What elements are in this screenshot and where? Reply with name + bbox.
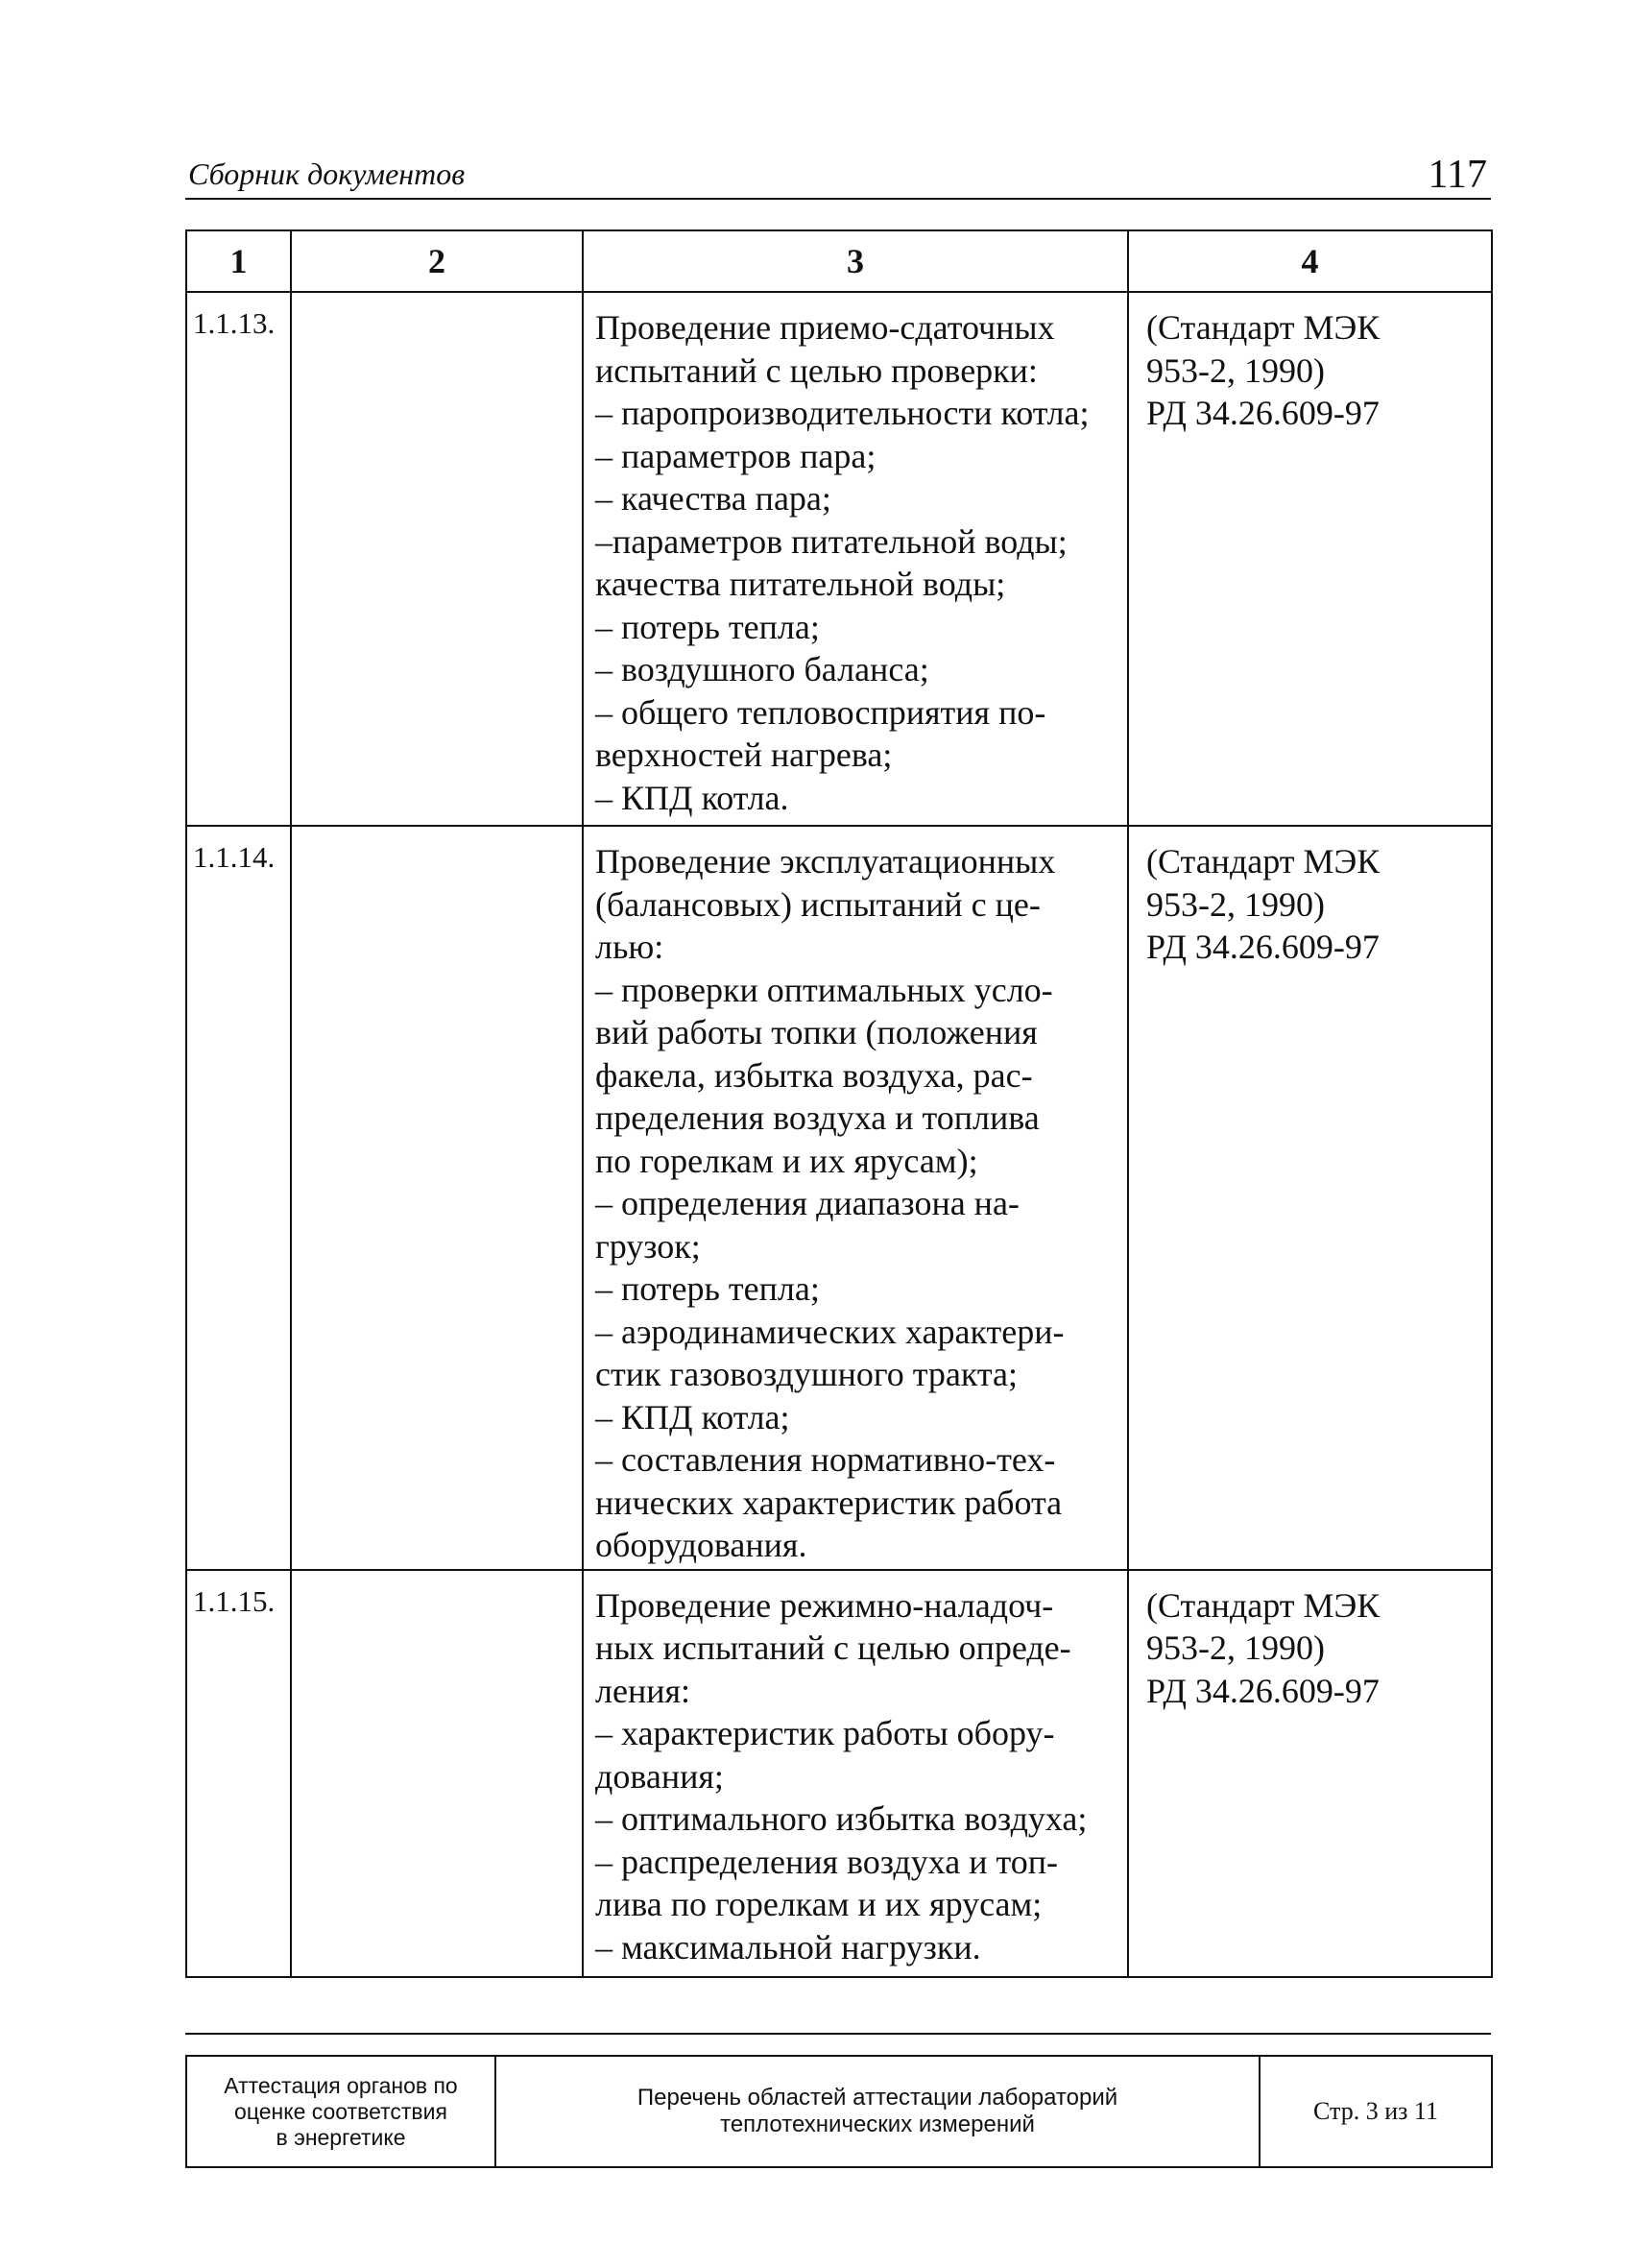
standard-line: (Стандарт МЭК bbox=[1146, 1585, 1381, 1625]
column-header-4: 4 bbox=[1128, 230, 1492, 292]
description-line: – общего тепловосприятия по- bbox=[595, 692, 1046, 732]
description-line: факела, избытка воздуха, рас- bbox=[595, 1055, 1033, 1095]
description-line: – воздушного баланса; bbox=[595, 650, 929, 688]
description-line: – составления нормативно-тех- bbox=[595, 1440, 1056, 1479]
description-line: – распределения воздуха и топ- bbox=[595, 1842, 1058, 1881]
footer-row bbox=[186, 2056, 1492, 2167]
description-line: лью: bbox=[595, 928, 664, 966]
table-row bbox=[186, 826, 1492, 1570]
item-number: 1.1.13. bbox=[186, 292, 291, 826]
test-description bbox=[583, 826, 1128, 1570]
footer-line: теплотехнических измерений bbox=[720, 2111, 1035, 2137]
item-number: 1.1.14. bbox=[186, 826, 291, 1570]
description-line: – потерь тепла; bbox=[595, 607, 820, 646]
description-line: Проведение приемо-сдаточных bbox=[595, 308, 1055, 347]
description-line: –параметров питательной воды; bbox=[595, 521, 1068, 561]
description-line: – определения диапазона на- bbox=[595, 1184, 1020, 1222]
description-line: лива по горелкам и их ярусам; bbox=[595, 1885, 1043, 1923]
test-description bbox=[583, 292, 1128, 826]
column-header-3: 3 bbox=[583, 230, 1128, 292]
footer-document-title bbox=[495, 2056, 1260, 2167]
standard-line: 953-2, 1990) bbox=[1146, 350, 1325, 390]
description-line: Проведение эксплуатационных bbox=[595, 842, 1056, 881]
description-line: – максимальной нагрузки. bbox=[595, 1927, 981, 1966]
table-row bbox=[186, 1570, 1492, 1977]
standard-line: (Стандарт МЭК bbox=[1146, 842, 1381, 881]
description-line: – проверки оптимальных усло- bbox=[595, 970, 1053, 1009]
description-line: – качества пара; bbox=[595, 479, 831, 518]
description-line: – характеристик работы обору- bbox=[595, 1714, 1055, 1752]
empty-cell bbox=[291, 1570, 583, 1977]
footer-line: в энергетике bbox=[276, 2124, 406, 2150]
footer-organization bbox=[186, 2056, 495, 2167]
column-header-2: 2 bbox=[291, 230, 583, 292]
description-line: верхностей нагрева; bbox=[595, 736, 893, 774]
standard-line: РД 34.26.609-97 bbox=[1146, 928, 1380, 966]
standard-reference bbox=[1128, 292, 1492, 826]
standard-line: 953-2, 1990) bbox=[1146, 884, 1325, 924]
item-number: 1.1.15. bbox=[186, 1570, 291, 1977]
certification-table bbox=[185, 229, 1493, 1978]
description-line: по горелкам и их ярусам); bbox=[595, 1141, 978, 1180]
description-line: нических характеристик работа bbox=[595, 1483, 1063, 1522]
standard-line: 953-2, 1990) bbox=[1146, 1629, 1325, 1667]
footer-line: оценке соответствия bbox=[234, 2098, 447, 2124]
description-line: ных испытаний с целью опреде- bbox=[595, 1629, 1071, 1667]
description-line: стик газовоздушного тракта; bbox=[595, 1355, 1019, 1393]
footer-line: Перечень областей аттестации лабораторий bbox=[636, 2085, 1118, 2111]
footer-page-counter: Стр. 3 из 11 bbox=[1260, 2056, 1492, 2167]
table-row bbox=[186, 292, 1492, 826]
description-line: – КПД котла. bbox=[595, 778, 789, 817]
description-line: вий работы топки (положения bbox=[595, 1013, 1038, 1051]
description-line: испытаний с целью проверки: bbox=[595, 350, 1038, 390]
standard-line: РД 34.26.609-97 bbox=[1146, 1671, 1380, 1710]
description-line: (балансовых) испытаний с це- bbox=[595, 884, 1041, 924]
description-line: – параметров пара; bbox=[595, 436, 877, 475]
description-line: оборудования. bbox=[595, 1526, 807, 1564]
page-number: 117 bbox=[1428, 153, 1487, 197]
description-line: – КПД котла; bbox=[595, 1397, 790, 1436]
footer-table bbox=[185, 2055, 1493, 2168]
footer-line: Аттестация органов по bbox=[224, 2072, 458, 2098]
empty-cell bbox=[291, 826, 583, 1570]
standard-reference bbox=[1128, 826, 1492, 1570]
running-header bbox=[185, 144, 1491, 200]
collection-title: Сборник документов bbox=[188, 157, 466, 191]
description-line: Проведение режимно-наладоч- bbox=[595, 1585, 1054, 1625]
description-line: грузок; bbox=[595, 1226, 701, 1266]
description-line: пределения воздуха и топлива bbox=[595, 1098, 1040, 1137]
column-number-row bbox=[186, 230, 1492, 292]
test-description bbox=[583, 1570, 1128, 1977]
column-header-1: 1 bbox=[186, 230, 291, 292]
description-line: – паропроизводительности котла; bbox=[595, 394, 1090, 432]
standard-line: РД 34.26.609-97 bbox=[1146, 394, 1380, 432]
description-line: – аэродинамических характери- bbox=[595, 1312, 1065, 1351]
description-line: – потерь тепла; bbox=[595, 1269, 820, 1308]
empty-cell bbox=[291, 292, 583, 826]
footer-divider bbox=[185, 2033, 1491, 2035]
standard-line: (Стандарт МЭК bbox=[1146, 308, 1381, 347]
description-line: ления: bbox=[595, 1671, 691, 1710]
description-line: дования; bbox=[595, 1756, 724, 1796]
standard-reference bbox=[1128, 1570, 1492, 1977]
description-line: качества питательной воды; bbox=[595, 565, 1006, 603]
description-line: – оптимального избытка воздуха; bbox=[595, 1799, 1088, 1838]
